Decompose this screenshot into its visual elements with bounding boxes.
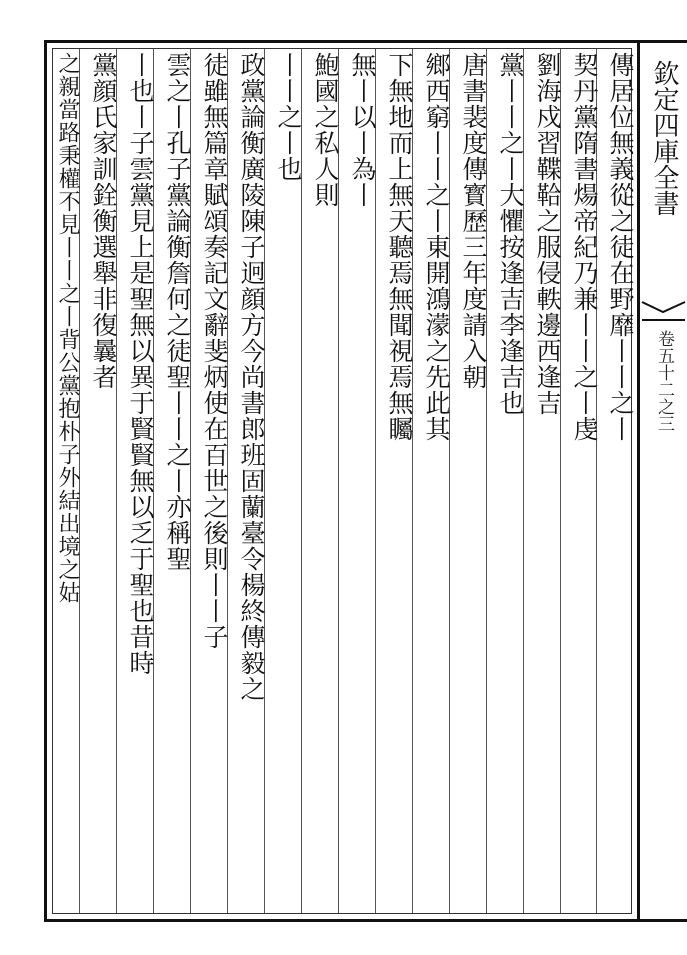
text-column-9: 鮑國之私人則: [311, 52, 340, 208]
text-column-13: 雲之丨孔子黨論衡詹何之徒聖丨丨之丨亦稱聖: [163, 52, 192, 572]
text-column-3: 劉海戍習鞢鞈之服侵軼邊西逢吉: [533, 52, 562, 416]
text-column-4: 黨丨丨之丨大懼按逢吉李逢吉也: [496, 52, 525, 416]
text-column-11: 政黨論衡廣陵陳子迥顔方今尚書郎班固蘭臺令楊終傳毅之: [237, 52, 266, 702]
book-title: 欽定四庫全書: [649, 60, 679, 216]
text-column-1: 傳居位無義從之徒在野靡丨丨之丨: [606, 52, 635, 442]
text-column-12: 徒雖無篇章賦頌奏記文辭斐炳使在百世之後則丨丨子: [200, 52, 229, 650]
text-column-8: 無丨以丨為丨: [348, 52, 377, 208]
text-column-10: 丨丨之丨也: [274, 52, 303, 182]
text-column-14: 丨也丨子雲黨見上是聖無以異于賢賢無以乏于聖也昔時: [126, 52, 155, 676]
text-column-2: 契丹黨隋書煬帝紀乃兼丨丨之丨虔: [570, 52, 599, 442]
fish-tail-mark-icon: [640, 300, 687, 322]
text-column-6: 鄉西窮丨丨之丨東開鴻濛之先此其: [422, 52, 451, 442]
volume-number: 卷五十二之三: [654, 330, 674, 432]
text-column-7: 下無地而上無天聽焉無聞視焉無矚: [385, 52, 414, 442]
text-column-15: 黨顔氏家訓銓衡選舉非復曩者: [89, 52, 118, 390]
text-column-5: 唐書裴度傳寳歷三年度請入朝: [459, 52, 488, 390]
text-column-16: 之親當路秉權不見丨丨之丨背公黨抱朴子外結出境之姑: [55, 52, 80, 604]
